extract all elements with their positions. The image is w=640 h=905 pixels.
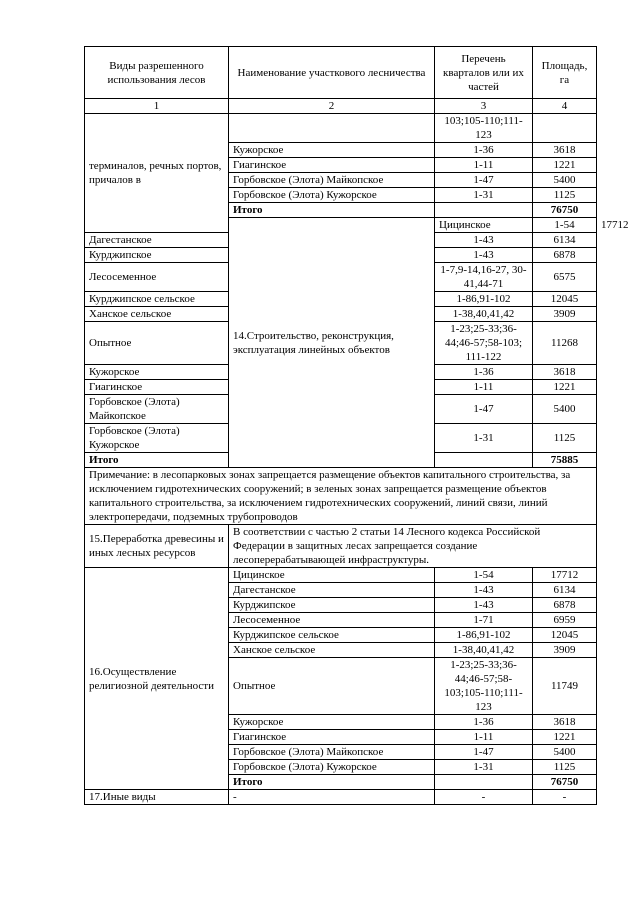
forestry-name-cell: Горбовское (Элота) Кужорское xyxy=(85,424,229,453)
header-permitted-use: Виды разрешенного использования лесов xyxy=(85,47,229,99)
table-row xyxy=(85,114,597,143)
forestry-name-cell: Курджипское сельское xyxy=(229,628,435,643)
forestry-name-cell: Цицинское xyxy=(435,218,533,233)
forestry-name-cell: Курджипское сельское xyxy=(85,292,229,307)
quarters-cell: 1-31 xyxy=(435,424,533,453)
area-cell: 1221 xyxy=(533,730,597,745)
area-cell: 11749 xyxy=(533,658,597,715)
area-cell: 6575 xyxy=(533,263,597,292)
quarters-cell: 1-43 xyxy=(435,583,533,598)
forestry-name-cell: Ханское сельское xyxy=(229,643,435,658)
category-cell: 14.Строительство, реконструкция, эксплуатация линейных объектов xyxy=(229,218,435,468)
header-area: Площадь, га xyxy=(533,47,597,99)
quarters-cell: - xyxy=(435,790,533,805)
empty-cell xyxy=(435,203,533,218)
quarters-cell: 1-36 xyxy=(435,143,533,158)
area-cell: 1221 xyxy=(533,158,597,173)
column-number: 4 xyxy=(533,99,597,114)
forestry-name-cell: Гиагинское xyxy=(229,158,435,173)
area-cell: 5400 xyxy=(533,395,597,424)
area-cell: 12045 xyxy=(533,292,597,307)
area-cell: 3618 xyxy=(533,143,597,158)
header-quarters: Перечень кварталов или их частей xyxy=(435,47,533,99)
quarters-cell: 1-7,9-14,16-27, 30-41,44-71 xyxy=(435,263,533,292)
quarters-cell: 1-38,40,41,42 xyxy=(435,643,533,658)
area-cell: 1125 xyxy=(533,188,597,203)
area-cell: 3909 xyxy=(533,643,597,658)
area-cell: 6878 xyxy=(533,248,597,263)
forestry-name-cell: - xyxy=(229,790,435,805)
header-forestry-name: Наименование участкового лесничества xyxy=(229,47,435,99)
quarters-cell: 1-71 xyxy=(435,613,533,628)
quarters-cell: 1-23;25-33;36-44;46-57;58-103; 111-122 xyxy=(435,322,533,365)
area-cell: 6959 xyxy=(533,613,597,628)
quarters-cell: 1-43 xyxy=(435,248,533,263)
total-label: Итого xyxy=(229,775,435,790)
category-cell: терминалов, речных портов, причалов в xyxy=(85,114,229,233)
forestry-name-cell: Горбовское (Элота) Майкопское xyxy=(229,173,435,188)
total-value: 76750 xyxy=(533,775,597,790)
empty-cell xyxy=(435,453,533,468)
quarters-cell: 1-31 xyxy=(435,188,533,203)
forestry-name-cell: Кужорское xyxy=(229,143,435,158)
area-cell: 12045 xyxy=(533,628,597,643)
forestry-name-cell: Кужорское xyxy=(229,715,435,730)
category-cell: 17.Иные виды xyxy=(85,790,229,805)
forestry-name-cell: Лесосеменное xyxy=(229,613,435,628)
forest-use-table xyxy=(84,46,629,805)
forestry-name-cell: Горбовское (Элота) Майкопское xyxy=(85,395,229,424)
area-cell: 1221 xyxy=(533,380,597,395)
quarters-cell: 1-36 xyxy=(435,715,533,730)
total-value: 75885 xyxy=(533,453,597,468)
note-text: Примечание: в лесопарковых зонах запрещается размещение объектов капитального строительства, за исключением гидротехнических сооружений; в зеленых зонах запрещается размещение объектов капитального строительства, за исключением гидротехнических сооружений, линий связи, линий электропередачи, подземных трубопроводов xyxy=(85,468,597,525)
quarters-cell: 1-38,40,41,42 xyxy=(435,307,533,322)
quarters-cell: 1-36 xyxy=(435,365,533,380)
forestry-name-cell: Ханское сельское xyxy=(85,307,229,322)
category-cell: 16.Осуществление религиозной деятельности xyxy=(85,568,229,790)
empty-cell xyxy=(435,775,533,790)
forestry-name-cell: Цицинское xyxy=(229,568,435,583)
area-cell: - xyxy=(533,790,597,805)
quarters-cell: 1-47 xyxy=(435,173,533,188)
table-row xyxy=(85,525,597,568)
forestry-name-cell: Лесосеменное xyxy=(85,263,229,292)
quarters-cell: 1-11 xyxy=(435,158,533,173)
quarters-cell: 1-43 xyxy=(435,233,533,248)
quarters-cell: 1-86,91-102 xyxy=(435,292,533,307)
quarters-cell: 1-54 xyxy=(435,568,533,583)
table-header-row xyxy=(85,47,597,99)
quarters-cell: 1-31 xyxy=(435,760,533,775)
column-number: 1 xyxy=(85,99,229,114)
area-cell: 11268 xyxy=(533,322,597,365)
table-row: 14.Строительство, реконструкция, эксплуатация линейных объектов Цицинское 1-54 17712 xyxy=(85,218,597,233)
total-value: 76750 xyxy=(533,203,597,218)
area-cell: 5400 xyxy=(533,745,597,760)
area-cell: 6878 xyxy=(533,598,597,613)
quarters-cell: 1-54 xyxy=(533,218,597,233)
quarters-cell: 1-47 xyxy=(435,745,533,760)
quarters-cell: 103;105-110;111-123 xyxy=(435,114,533,143)
forestry-name-cell: Дагестанское xyxy=(229,583,435,598)
area-cell: 1125 xyxy=(533,424,597,453)
category-cell: 15.Переработка древесины и иных лесных ресурсов xyxy=(85,525,229,568)
area-cell: 17712 xyxy=(533,568,597,583)
quarters-cell: 1-86,91-102 xyxy=(435,628,533,643)
note-row xyxy=(85,468,597,525)
area-cell: 3618 xyxy=(533,365,597,380)
area-cell: 1125 xyxy=(533,760,597,775)
forestry-name-cell: Горбовское (Элота) Майкопское xyxy=(229,745,435,760)
forestry-name-cell: Гиагинское xyxy=(85,380,229,395)
area-cell: 5400 xyxy=(533,173,597,188)
area-cell: 3618 xyxy=(533,715,597,730)
forestry-name-cell: Курджипское xyxy=(229,598,435,613)
column-number: 2 xyxy=(229,99,435,114)
quarters-cell: 1-23;25-33;36-44;46-57;58-103;105-110;111-123 xyxy=(435,658,533,715)
forestry-name-cell: Опытное xyxy=(85,322,229,365)
area-cell: 6134 xyxy=(533,583,597,598)
quarters-cell: 1-11 xyxy=(435,730,533,745)
forestry-name-cell: Опытное xyxy=(229,658,435,715)
total-label: Итого xyxy=(229,203,435,218)
forestry-name-cell: Кужорское xyxy=(85,365,229,380)
area-cell xyxy=(533,114,597,143)
forestry-name-cell: Дагестанское xyxy=(85,233,229,248)
table-row xyxy=(85,568,597,583)
quarters-cell: 1-43 xyxy=(435,598,533,613)
table-row xyxy=(85,790,597,805)
column-number: 3 xyxy=(435,99,533,114)
area-cell: 6134 xyxy=(533,233,597,248)
quarters-cell: 1-11 xyxy=(435,380,533,395)
column-number-row xyxy=(85,99,597,114)
forestry-name-cell: Гиагинское xyxy=(229,730,435,745)
quarters-cell: 1-47 xyxy=(435,395,533,424)
area-cell: 3909 xyxy=(533,307,597,322)
forestry-name-cell: Горбовское (Элота) Кужорское xyxy=(229,760,435,775)
restriction-text: В соответствии с частью 2 статьи 14 Лесного кодекса Российской Федерации в защитных лесах запрещается создание лесоперерабатывающей инфраструктуры. xyxy=(229,525,597,568)
forestry-name-cell xyxy=(229,114,435,143)
forestry-name-cell: Горбовское (Элота) Кужорское xyxy=(229,188,435,203)
total-label: Итого xyxy=(85,453,229,468)
forestry-name-cell: Курджипское xyxy=(85,248,229,263)
